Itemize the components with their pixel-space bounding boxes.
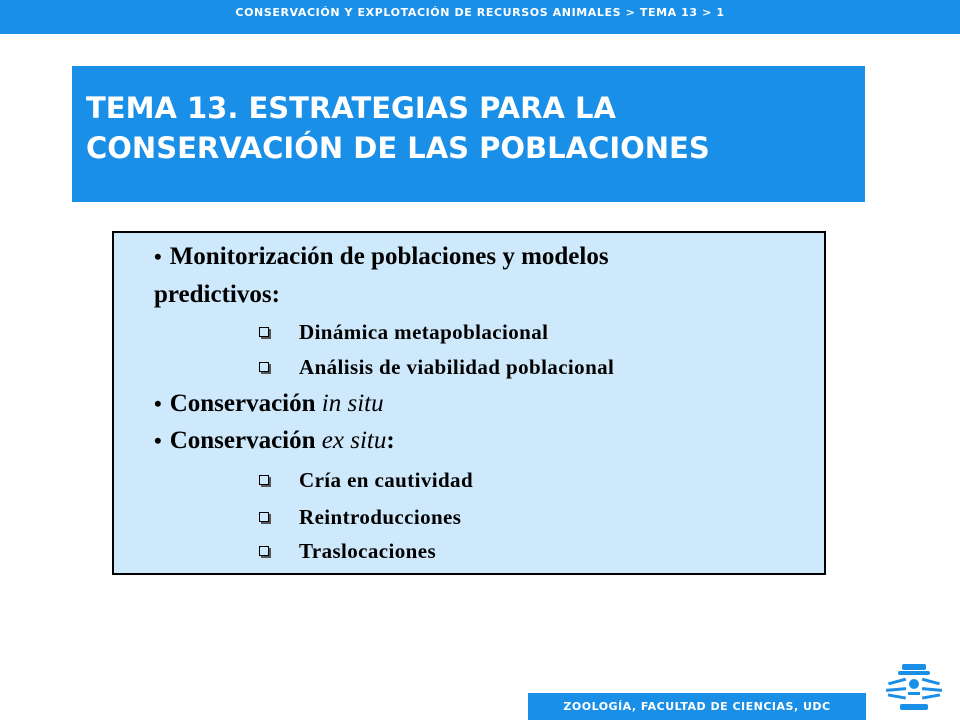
bullet-item-monitorizacion bbox=[154, 243, 609, 271]
sub-item-label: Análisis de viabilidad poblacional bbox=[299, 355, 615, 379]
bullet-text: Monitorización de poblaciones y modelos bbox=[169, 243, 609, 270]
bullet-suffix: : bbox=[386, 427, 395, 454]
bullet-text: Conservación bbox=[169, 390, 322, 417]
sub-item-label: Traslocaciones bbox=[299, 539, 437, 563]
bullet-italic: ex situ bbox=[321, 427, 387, 454]
checkbox-square-icon bbox=[259, 546, 269, 556]
sub-item-traslocaciones bbox=[259, 539, 436, 564]
content-panel bbox=[112, 231, 826, 575]
sub-item-reintroducciones bbox=[259, 505, 461, 530]
breadcrumb: CONSERVACIÓN Y EXPLOTACIÓN DE RECURSOS ANIMALES > TEMA 13 > 1 bbox=[0, 0, 960, 34]
checkbox-square-icon bbox=[259, 327, 269, 337]
bullet-text: Conservación bbox=[169, 427, 322, 454]
sub-item-label: Reintroducciones bbox=[299, 505, 462, 529]
bullet-item-in-situ bbox=[154, 390, 384, 418]
bullet-continuation: predictivos: bbox=[154, 281, 280, 308]
bullet-item-ex-situ bbox=[154, 427, 395, 455]
sub-item-analisis bbox=[259, 355, 614, 380]
sub-item-cria bbox=[259, 468, 473, 493]
bullet-icon: • bbox=[154, 391, 162, 416]
udc-logo-icon bbox=[878, 660, 950, 716]
bullet-italic: in situ bbox=[321, 390, 384, 417]
sub-item-label: Cría en cautividad bbox=[299, 468, 474, 492]
sub-item-label: Dinámica metapoblacional bbox=[299, 320, 549, 344]
page-title bbox=[72, 66, 865, 202]
bullet-icon: • bbox=[154, 428, 162, 453]
checkbox-square-icon bbox=[259, 512, 269, 522]
footer-credit: ZOOLOGÍA, FACULTAD DE CIENCIAS, UDC bbox=[528, 693, 866, 720]
title-line-2: CONSERVACIÓN DE LAS POBLACIONES bbox=[86, 131, 710, 165]
sub-item-dinamica bbox=[259, 320, 548, 345]
title-line-1: TEMA 13. ESTRATEGIAS PARA LA bbox=[86, 91, 616, 125]
bullet-icon: • bbox=[154, 244, 162, 269]
checkbox-square-icon bbox=[259, 362, 269, 372]
checkbox-square-icon bbox=[259, 475, 269, 485]
